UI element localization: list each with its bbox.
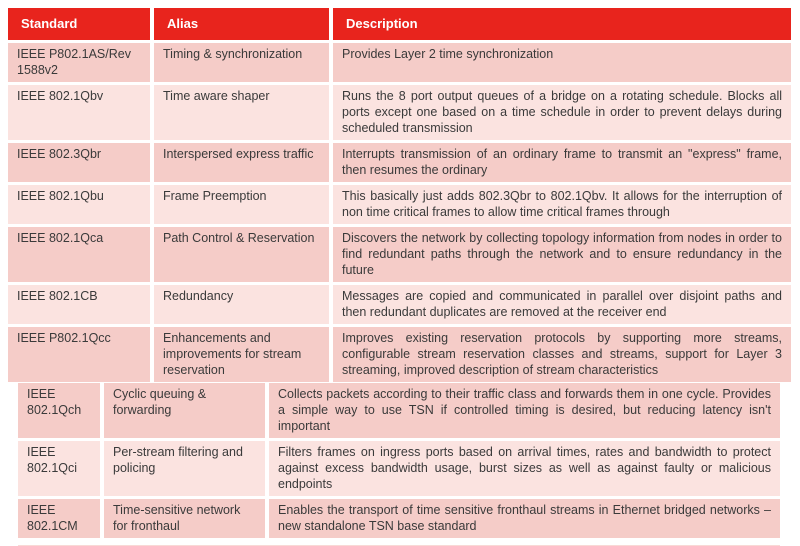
alias-cell: Path Control & Reservation xyxy=(154,227,329,282)
table-row xyxy=(8,143,791,182)
column-header-standard: Standard xyxy=(8,8,150,40)
standard-cell: IEEE 802.3Qbr xyxy=(8,143,150,182)
alias-cell: Time-sensitive network for fronthaul xyxy=(104,499,265,538)
tsn-standards-table-inset xyxy=(18,383,780,546)
table-row xyxy=(8,227,791,282)
table-row xyxy=(8,185,791,224)
standard-cell: IEEE P802.1AS/Rev 1588v2 xyxy=(8,43,150,82)
column-header-alias: Alias xyxy=(154,8,329,40)
description-cell: This basically just adds 802.3Qbr to 802.1Qbv. It allows for the interruption of non time critical frames to allow time critical frames through xyxy=(333,185,791,224)
description-cell: Enables the transport of time sensitive fronthaul streams in Ethernet bridged networks – new standalone TSN base standard xyxy=(269,499,780,538)
alias-cell: Timing & synchronization xyxy=(154,43,329,82)
description-cell: Messages are copied and communicated in parallel over disjoint paths and then redundant duplicates are removed at the receiver end xyxy=(333,285,791,324)
standard-cell: IEEE 802.1Qca xyxy=(8,227,150,282)
description-cell: Discovers the network by collecting topology information from nodes in order to find redundant paths through the network and to ensure redundancy in the future xyxy=(333,227,791,282)
alias-cell: Cyclic queuing & forwarding xyxy=(104,383,265,438)
table-row xyxy=(18,499,780,538)
tsn-standards-table-main xyxy=(8,8,791,382)
description-cell: Interrupts transmission of an ordinary frame to transmit an "express" frame, then resumes the ordinary xyxy=(333,143,791,182)
table-row xyxy=(8,85,791,140)
description-cell: Collects packets according to their traffic class and forwards them in one cycle. Provides a simple way to use TSN if controlled timing is desired, but reducing latency isn't important xyxy=(269,383,780,438)
table-row xyxy=(8,327,791,382)
alias-cell: Time aware shaper xyxy=(154,85,329,140)
table-header-row xyxy=(8,8,791,40)
table-row xyxy=(8,43,791,82)
table-row xyxy=(8,285,791,324)
alias-cell: Redundancy xyxy=(154,285,329,324)
standard-cell: IEEE 802.1Qbu xyxy=(8,185,150,224)
alias-cell: Interspersed express traffic xyxy=(154,143,329,182)
table-row xyxy=(18,383,780,438)
standard-cell: IEEE 802.1CM xyxy=(18,499,100,538)
description-cell: Provides Layer 2 time synchronization xyxy=(333,43,791,82)
standard-cell: IEEE 802.1Qbv xyxy=(8,85,150,140)
standard-cell: IEEE 802.1CB xyxy=(8,285,150,324)
alias-cell: Frame Preemption xyxy=(154,185,329,224)
alias-cell: Enhancements and improvements for stream reservation xyxy=(154,327,329,382)
alias-cell: Per-stream filtering and policing xyxy=(104,441,265,496)
standard-cell: IEEE 802.1Qch xyxy=(18,383,100,438)
standard-cell: IEEE 802.1Qci xyxy=(18,441,100,496)
description-cell: Improves existing reservation protocols by supporting more streams, configurable stream reservation classes and streams, support for Layer 3 streaming, improved description of stream characteristics xyxy=(333,327,791,382)
description-cell: Filters frames on ingress ports based on arrival times, rates and bandwidth to protect against excess bandwidth usage, burst sizes as well as against faulty or malicious endpoints xyxy=(269,441,780,496)
column-header-description: Description xyxy=(333,8,791,40)
standard-cell: IEEE P802.1Qcc xyxy=(8,327,150,382)
description-cell: Runs the 8 port output queues of a bridge on a rotating schedule. Blocks all ports except one based on a time schedule in order to prevent delays during scheduled transmission xyxy=(333,85,791,140)
table-row xyxy=(18,441,780,496)
